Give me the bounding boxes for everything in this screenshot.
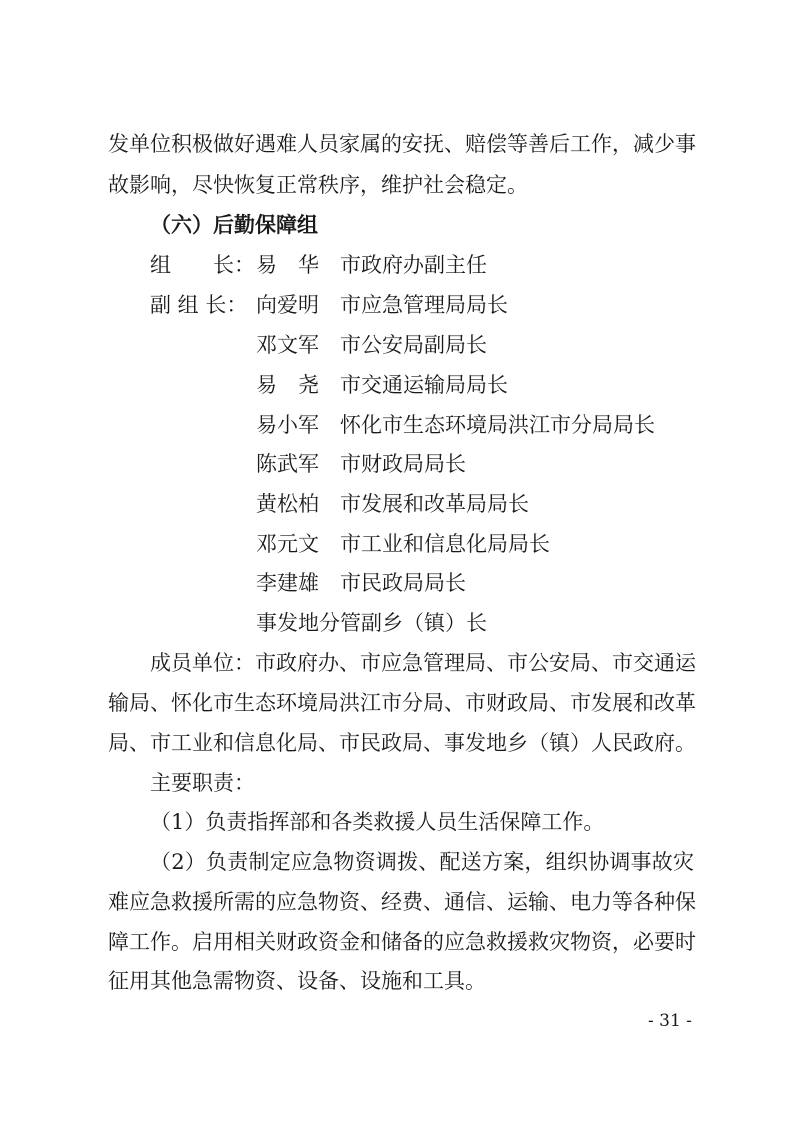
deputy-name: 邓文军	[256, 333, 319, 357]
members-line-text: 成员单位：市政府办、市应急管理局、市公安局、市交通运	[150, 651, 696, 675]
leader-name: 易 华	[256, 253, 319, 277]
page-number: - 31 -	[648, 1011, 692, 1031]
deputy-label: 副 组 长：	[150, 293, 248, 317]
members-line: 输局、怀化市生态环境局洪江市分局、市财政局、市发展和改革	[108, 691, 696, 715]
leader-label: 组 长：	[150, 253, 255, 277]
duty-line: 难应急救援所需的应急物资、经费、通信、运输、电力等各种保	[108, 890, 696, 914]
deputy-name: 易 尧	[256, 373, 319, 397]
duty-line: 征用其他急需物资、设备、设施和工具。	[108, 969, 486, 993]
members-line: 局、市工业和信息化局、市民政局、事发地乡（镇）人民政府。	[108, 731, 696, 755]
deputy-title: 市交通运输局局长	[340, 373, 508, 397]
deputy-title: 怀化市生态环境局洪江市分局局长	[340, 413, 655, 437]
paragraph-line: 故影响，尽快恢复正常秩序，维护社会稳定。	[108, 173, 528, 197]
deputy-extra: 事发地分管副乡（镇）长	[256, 611, 487, 635]
deputy-name: 陈武军	[256, 452, 319, 476]
deputy-title: 市工业和信息化局局长	[340, 532, 550, 556]
deputy-title: 市民政局局长	[340, 571, 466, 595]
deputy-title: 市财政局局长	[340, 452, 466, 476]
duties-label: 主要职责：	[150, 771, 255, 795]
paragraph-line: 发单位积极做好遇难人员家属的安抚、赔偿等善后工作，减少事	[108, 132, 696, 156]
deputy-name: 向爱明	[256, 293, 319, 317]
deputy-name: 李建雄	[256, 571, 319, 595]
duty-line-text: （2）负责制定应急物资调拨、配送方案，组织协调事故灾	[150, 850, 694, 874]
section-heading: （六）后勤保障组	[150, 213, 318, 237]
duty-line: 障工作。启用相关财政资金和储备的应急救援救灾物资，必要时	[108, 930, 696, 954]
duty-line: （1）负责指挥部和各类救援人员生活保障工作。	[150, 810, 605, 834]
deputy-title: 市公安局副局长	[340, 333, 487, 357]
members-line	[150, 653, 694, 674]
deputy-name: 易小军	[256, 413, 319, 437]
deputy-name: 黄松柏	[256, 492, 319, 516]
deputy-title: 市应急管理局局长	[340, 293, 508, 317]
duty-line	[150, 852, 694, 873]
deputy-title: 市发展和改革局局长	[340, 492, 529, 516]
leader-title: 市政府办副主任	[340, 253, 487, 277]
deputy-name: 邓元文	[256, 532, 319, 556]
